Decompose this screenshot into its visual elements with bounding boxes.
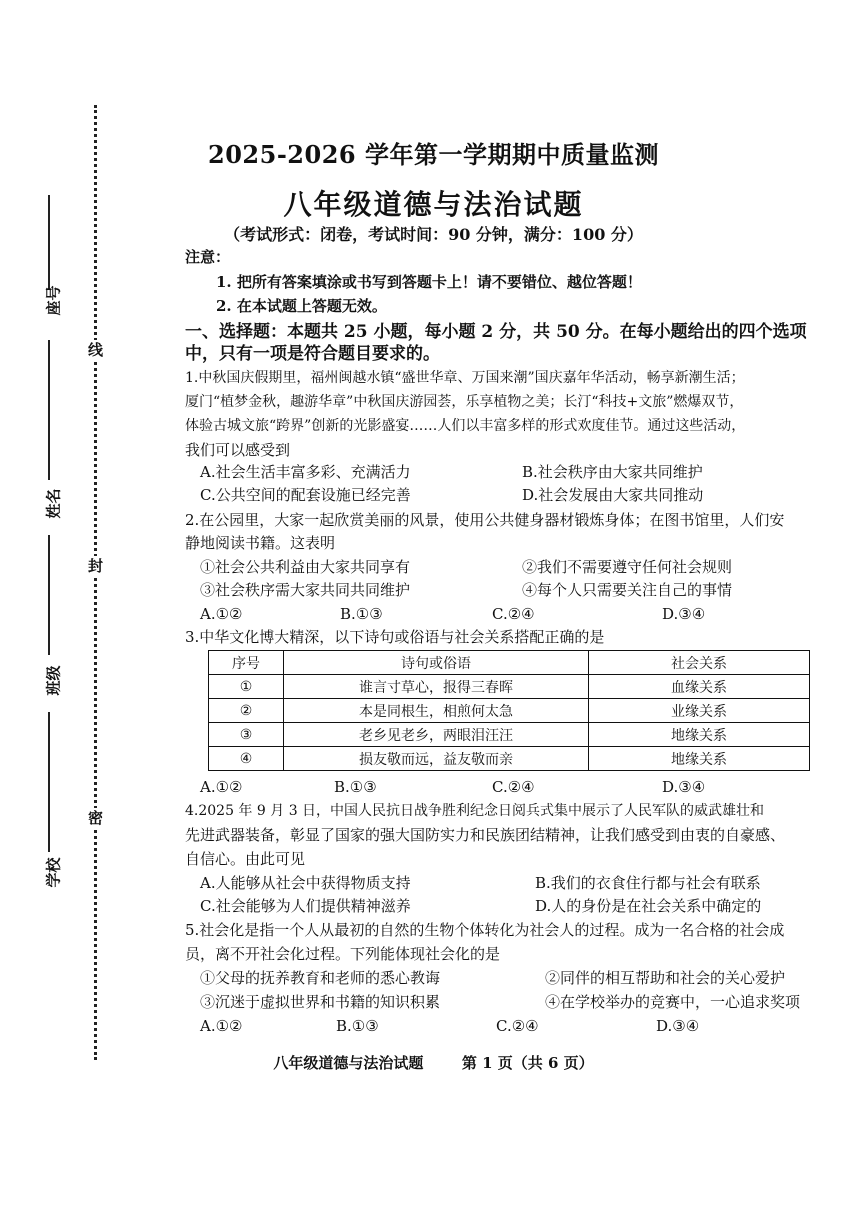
name-label: 姓名 (44, 488, 63, 519)
section-heading-line-1: 一、选择题：本题共 25 小题，每小题 2 分，共 50 分。在每小题给出的四个选项 (185, 322, 807, 342)
table-cell: 地缘关系 (589, 723, 810, 747)
q2-statement-2: ②我们不需要遵守任何社会规则 (522, 558, 733, 576)
q1-line-3: 体验古城文旅“跨界”创新的光影盛宴……人们以丰富多样的形式欢度佳节。通过这些活动， (185, 418, 746, 434)
q5-option-a: A.①② (200, 1017, 243, 1035)
table-header-row (209, 651, 810, 675)
exam-title: 2025-2026 学年第一学期期中质量监测 (208, 140, 659, 169)
q1-option-d: D.社会发展由大家共同推动 (522, 486, 704, 504)
table-cell: ② (209, 699, 284, 723)
q5-statement-1: ①父母的抚养教育和老师的悉心教诲 (200, 969, 441, 987)
class-line (48, 535, 50, 655)
q5-statement-4: ④在学校举办的竞赛中，一心追求奖项 (545, 993, 801, 1011)
q5-line-1: 5.社会化是指一个人从最初的自然的生物个体转化为社会人的过程。成为一名合格的社会成 (185, 921, 785, 939)
notice-item-1: 1. 把所有答案填涂或书写到答题卡上！请不要错位、越位答题！ (216, 273, 642, 291)
table-row (209, 675, 810, 699)
binding-dotted-line (94, 105, 97, 1060)
q2-option-b: B.①③ (340, 605, 383, 623)
q3-option-a: A.①② (200, 778, 243, 796)
table-cell: 业缘关系 (589, 699, 810, 723)
table-header-cell: 序号 (209, 651, 284, 675)
q3-table (208, 650, 810, 771)
table-cell: 地缘关系 (589, 747, 810, 771)
q2-statement-3: ③社会秩序需大家共同共同维护 (200, 581, 411, 599)
footer-page-number: 第 1 页（共 6 页） (461, 1054, 594, 1072)
page-footer (0, 1052, 867, 1073)
q2-statement-4: ④每个人只需要关注自己的事情 (522, 581, 733, 599)
table-header-cell: 社会关系 (589, 651, 810, 675)
q5-line-2: 员，离不开社会化过程。下列能体现社会化的是 (185, 945, 501, 963)
cut-mark-feng: 封 (86, 558, 104, 573)
footer-subject: 八年级道德与法治试题 (273, 1054, 424, 1072)
q5-statement-2: ②同伴的相互帮助和社会的关心爱护 (545, 969, 786, 987)
section-heading-line-2: 中，只有一项是符合题目要求的。 (185, 344, 440, 364)
table-cell: 老乡见老乡，两眼泪汪汪 (284, 723, 589, 747)
exam-info: （考试形式：闭卷，考试时间：90 分钟，满分：100 分） (224, 225, 643, 244)
cut-mark-xian: 线 (86, 342, 104, 357)
table-cell: 本是同根生，相煎何太急 (284, 699, 589, 723)
q4-option-d: D.人的身份是在社会关系中确定的 (535, 897, 762, 915)
q2-statement-1: ①社会公共利益由大家共同享有 (200, 558, 411, 576)
table-header-cell: 诗句或俗语 (284, 651, 589, 675)
notice-item-2: 2. 在本试题上答题无效。 (216, 297, 387, 315)
q5-option-b: B.①③ (336, 1017, 379, 1035)
q3-option-d: D.③④ (662, 778, 706, 796)
q5-option-d: D.③④ (656, 1017, 700, 1035)
q4-option-a: A.人能够从社会中获得物质支持 (200, 874, 411, 892)
q1-line-1: 1.中秋国庆假期里，福州闽越水镇“盛世华章、万国来潮”国庆嘉年华活动，畅享新潮生活； (185, 370, 745, 386)
q1-line-2: 厦门“植梦金秋，趣游华章”中秋国庆游园荟，乐享植物之美；长汀“科技+文旅”燃爆双节， (185, 394, 744, 410)
q3-stem: 3.中华文化博大精深，以下诗句或俗语与社会关系搭配正确的是 (185, 628, 605, 646)
q2-option-d: D.③④ (662, 605, 706, 623)
q4-line-1: 4.2025 年 9 月 3 日，中国人民抗日战争胜利纪念日阅兵式集中展示了人民军队的威武雄壮和 (185, 803, 765, 819)
school-label: 学校 (44, 857, 63, 888)
table-cell: 血缘关系 (589, 675, 810, 699)
table-cell: ① (209, 675, 284, 699)
seat-number-label: 座号 (44, 285, 63, 316)
q5-statement-3: ③沉迷于虚拟世界和书籍的知识积累 (200, 993, 441, 1011)
q3-option-b: B.①③ (334, 778, 377, 796)
subject-title: 八年级道德与法治试题 (283, 188, 584, 221)
q4-option-c: C.社会能够为人们提供精神滋养 (200, 897, 411, 915)
table-cell: ③ (209, 723, 284, 747)
notice-heading: 注意： (185, 248, 231, 266)
table-row (209, 747, 810, 771)
table-cell: 损友敬而远，益友敬而亲 (284, 747, 589, 771)
q1-option-a: A.社会生活丰富多彩、充满活力 (200, 463, 411, 481)
q4-line-3: 自信心。由此可见 (185, 850, 306, 868)
table-row (209, 723, 810, 747)
q4-option-b: B.我们的衣食住行都与社会有联系 (535, 874, 761, 892)
q2-option-a: A.①② (200, 605, 243, 623)
table-cell: ④ (209, 747, 284, 771)
q5-option-c: C.②④ (496, 1017, 539, 1035)
q4-line-2: 先进武器装备，彰显了国家的强大国防实力和民族团结精神，让我们感受到由衷的自豪感、 (185, 826, 786, 844)
q3-option-c: C.②④ (492, 778, 535, 796)
q1-option-b: B.社会秩序由大家共同维护 (522, 463, 703, 481)
q2-line-1: 2.在公园里，大家一起欣赏美丽的风景，使用公共健身器材锻炼身体；在图书馆里，人们安 (185, 511, 785, 529)
table-cell: 谁言寸草心，报得三春晖 (284, 675, 589, 699)
class-label: 班级 (44, 665, 63, 696)
table-row (209, 699, 810, 723)
q1-line-4: 我们可以感受到 (185, 441, 291, 459)
cut-mark-mi: 密 (86, 810, 104, 825)
name-line (48, 340, 50, 480)
q2-line-2: 静地阅读书籍。这表明 (185, 534, 336, 552)
q1-option-c: C.公共空间的配套设施已经完善 (200, 486, 411, 504)
q2-option-c: C.②④ (492, 605, 535, 623)
school-line (48, 712, 50, 852)
